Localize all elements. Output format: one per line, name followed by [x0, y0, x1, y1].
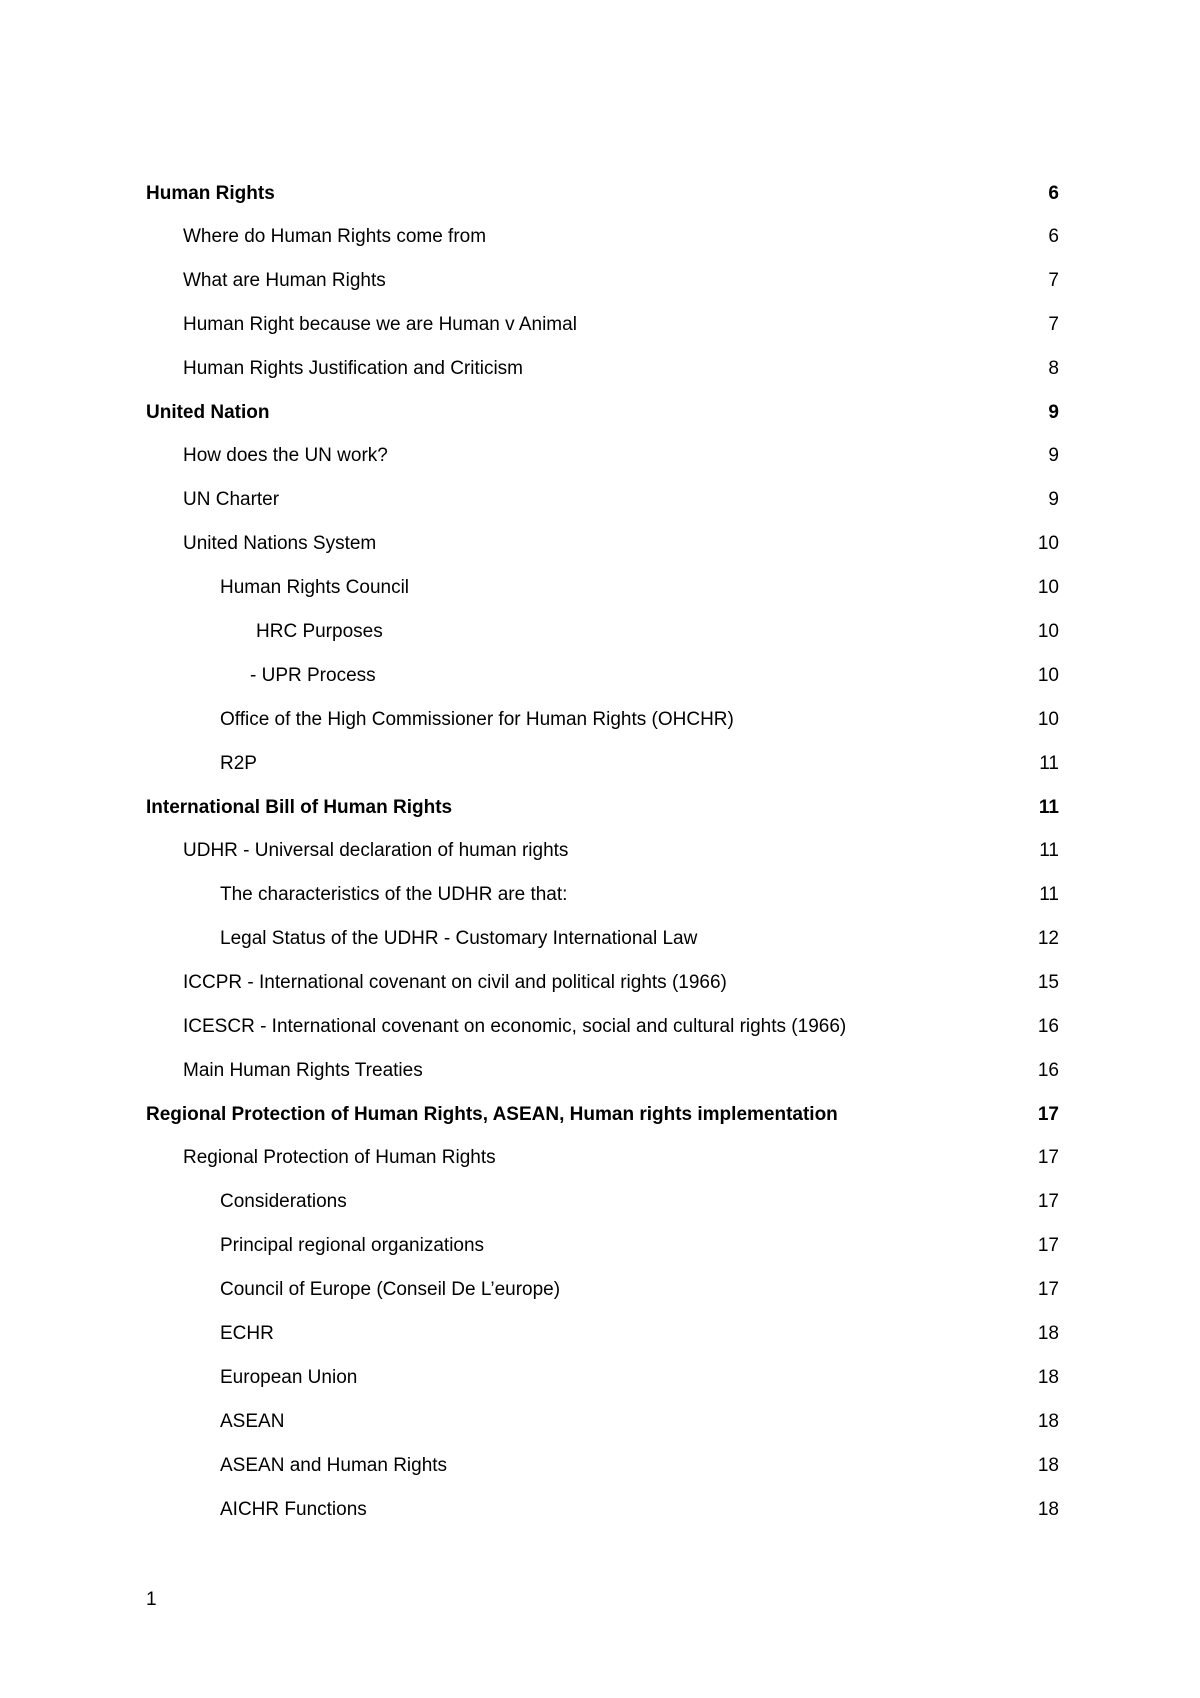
toc-entry-page: 10 — [1037, 621, 1059, 642]
toc-entry-page: 10 — [1037, 665, 1059, 686]
toc-entry-page: 9 — [1048, 445, 1059, 466]
toc-entry-title: - UPR Process — [250, 665, 376, 686]
toc-entry[interactable] — [146, 708, 1061, 732]
toc-entry[interactable] — [146, 269, 1061, 293]
toc-entry[interactable] — [146, 1234, 1061, 1258]
toc-entry-title: Council of Europe (Conseil De L’europe) — [220, 1279, 561, 1300]
toc-entry-title: The characteristics of the UDHR are that: — [220, 884, 568, 905]
toc-entry-title: How does the UN work? — [183, 445, 388, 466]
toc-entry[interactable] — [146, 1454, 1061, 1478]
toc-entry-page: 9 — [1048, 402, 1059, 423]
toc-entry[interactable] — [146, 225, 1061, 249]
toc-entry-page: 18 — [1037, 1411, 1059, 1432]
toc-entry-title: International Bill of Human Rights — [146, 797, 453, 818]
toc-entry-page: 15 — [1037, 972, 1059, 993]
toc-entry-title: Human Rights — [146, 183, 275, 204]
toc-entry-page: 8 — [1048, 358, 1059, 379]
toc-entry-page: 17 — [1037, 1235, 1059, 1256]
toc-entry-title: Office of the High Commissioner for Human Rights (OHCHR) — [220, 709, 734, 730]
toc-entry-title: Human Right because we are Human v Animal — [183, 314, 577, 335]
toc-entry-page: 10 — [1037, 533, 1059, 554]
toc-entry-title: Human Rights Council — [220, 577, 410, 598]
toc-entry[interactable] — [146, 839, 1061, 863]
toc-entry-page: 11 — [1039, 753, 1059, 774]
toc-entry[interactable] — [146, 1190, 1061, 1214]
toc-entry-page: 6 — [1048, 226, 1059, 247]
toc-entry-title: Where do Human Rights come from — [183, 226, 487, 247]
toc-entry-page: 9 — [1048, 489, 1059, 510]
toc-entry-title: Main Human Rights Treaties — [183, 1060, 423, 1081]
toc-entry[interactable] — [146, 1278, 1061, 1302]
toc-entry[interactable] — [146, 796, 1061, 820]
toc-entry[interactable] — [146, 182, 1061, 206]
toc-entry-page: 7 — [1048, 270, 1059, 291]
toc-entry[interactable] — [146, 664, 1061, 688]
toc-entry-title: HRC Purposes — [256, 621, 383, 642]
toc-entry-title: European Union — [220, 1367, 358, 1388]
toc-entry[interactable] — [146, 1103, 1061, 1127]
toc-entry[interactable] — [146, 576, 1061, 600]
toc-entry-title: United Nation — [146, 402, 270, 423]
toc-entry[interactable] — [146, 488, 1061, 512]
toc-entry-page: 11 — [1038, 797, 1059, 818]
toc-entry-page: 17 — [1037, 1147, 1059, 1168]
toc-entry[interactable] — [146, 532, 1061, 556]
table-of-contents — [146, 182, 1061, 1542]
toc-entry[interactable] — [146, 971, 1061, 995]
toc-entry[interactable] — [146, 883, 1061, 907]
toc-entry-title: UN Charter — [183, 489, 280, 510]
toc-entry-title: ICESCR - International covenant on economic, social and cultural rights (1966) — [183, 1016, 847, 1037]
toc-entry[interactable] — [146, 1146, 1061, 1170]
toc-entry-page: 18 — [1037, 1455, 1059, 1476]
toc-entry-page: 12 — [1037, 928, 1059, 949]
toc-entry-page: 17 — [1037, 1104, 1059, 1125]
toc-entry-page: 11 — [1039, 884, 1059, 905]
page-number: 1 — [146, 1589, 157, 1610]
toc-entry-page: 10 — [1037, 577, 1059, 598]
toc-entry-title: What are Human Rights — [183, 270, 386, 291]
toc-entry-page: 18 — [1037, 1367, 1059, 1388]
toc-entry[interactable] — [146, 1410, 1061, 1434]
toc-entry-page: 16 — [1037, 1016, 1059, 1037]
toc-entry-page: 16 — [1037, 1060, 1059, 1081]
toc-entry-page: 7 — [1048, 314, 1059, 335]
toc-entry-title: Considerations — [220, 1191, 347, 1212]
toc-entry-title: ICCPR - International covenant on civil and political rights (1966) — [183, 972, 727, 993]
toc-entry-title: United Nations System — [183, 533, 377, 554]
toc-entry[interactable] — [146, 313, 1061, 337]
toc-entry-title: Human Rights Justification and Criticism — [183, 358, 524, 379]
toc-entry-title: Legal Status of the UDHR - Customary International Law — [220, 928, 698, 949]
toc-entry[interactable] — [146, 444, 1061, 468]
toc-entry-title: R2P — [220, 753, 257, 774]
toc-entry[interactable] — [146, 1059, 1061, 1083]
toc-entry[interactable] — [146, 357, 1061, 381]
toc-entry[interactable] — [146, 927, 1061, 951]
toc-entry[interactable] — [146, 1366, 1061, 1390]
toc-entry-page: 18 — [1037, 1499, 1059, 1520]
toc-entry-page: 17 — [1037, 1279, 1059, 1300]
toc-entry[interactable] — [146, 752, 1061, 776]
toc-entry-title: ASEAN and Human Rights — [220, 1455, 448, 1476]
toc-entry-page: 11 — [1039, 840, 1059, 861]
toc-entry-page: 17 — [1037, 1191, 1059, 1212]
toc-entry-page: 18 — [1037, 1323, 1059, 1344]
toc-entry-title: Principal regional organizations — [220, 1235, 485, 1256]
toc-entry-title: AICHR Functions — [220, 1499, 367, 1520]
toc-entry-title: UDHR - Universal declaration of human rights — [183, 840, 569, 861]
toc-entry-title: ECHR — [220, 1323, 274, 1344]
toc-entry-title: Regional Protection of Human Rights, ASEAN, Human rights implementation — [146, 1104, 838, 1125]
toc-entry-page: 10 — [1037, 709, 1059, 730]
toc-entry-page: 6 — [1048, 183, 1059, 204]
toc-entry[interactable] — [146, 401, 1061, 425]
toc-entry[interactable] — [146, 1498, 1061, 1522]
toc-entry-title: Regional Protection of Human Rights — [183, 1147, 496, 1168]
toc-entry[interactable] — [146, 1015, 1061, 1039]
toc-entry-title: ASEAN — [220, 1411, 285, 1432]
toc-entry[interactable] — [146, 1322, 1061, 1346]
toc-entry[interactable] — [146, 620, 1061, 644]
